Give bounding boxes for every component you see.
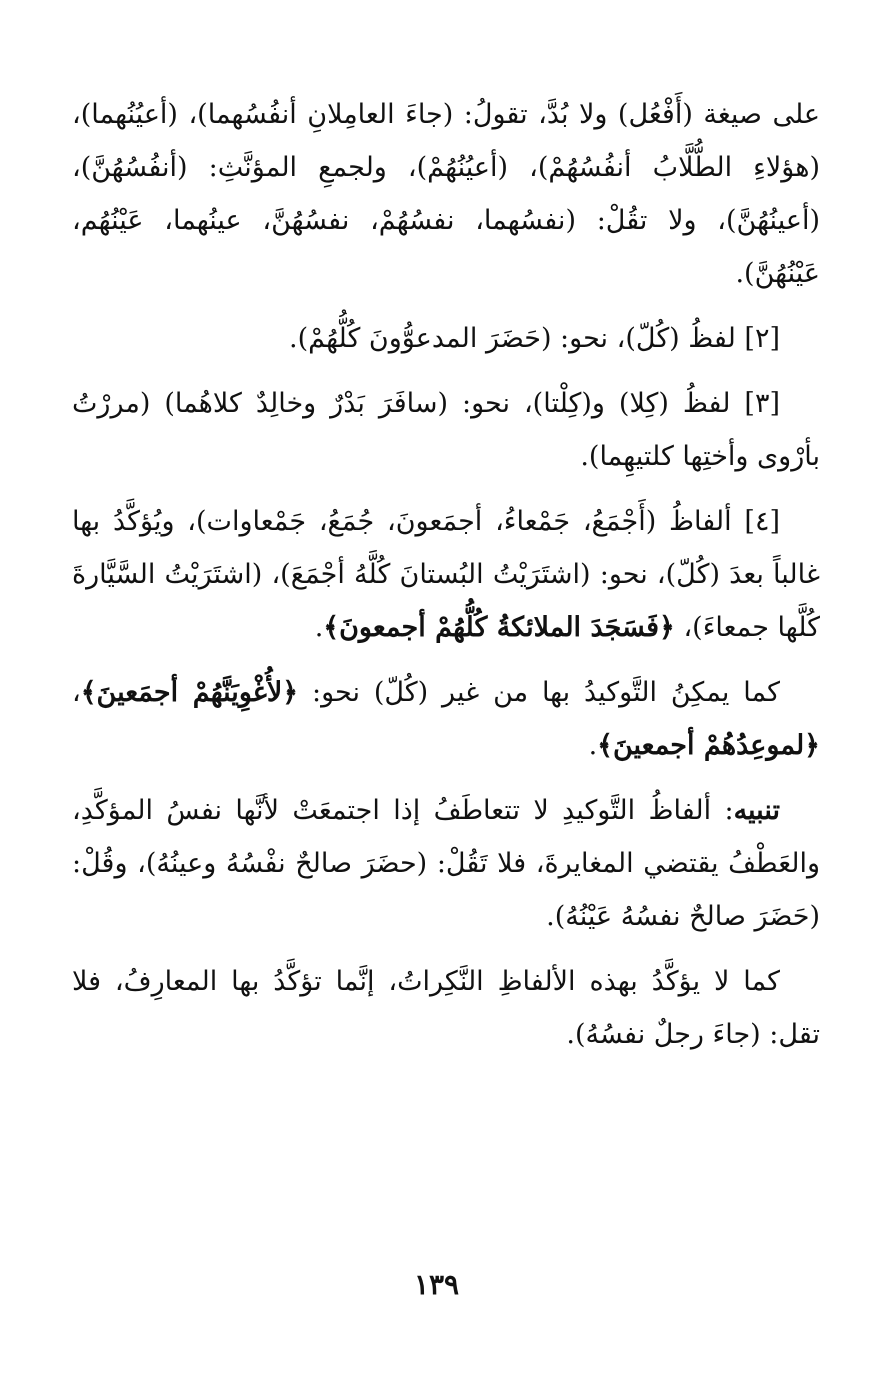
page-body: [72, 88, 820, 1318]
paragraph-5-separator: ،: [72, 677, 81, 708]
paragraph-6-text: : ألفاظُ التَّوكيدِ لا تتعاطَفُ إذا اجتمعَتْ لأنَّها نفسُ المؤكَّدِ، والعَطْفُ يقتضي المغايرةَ، فلا تَقُلْ: (حضَرَ صالحٌ نفْسُهُ وعينُهُ)، وقُلْ: (حَضَرَ صالحٌ نفسُهُ عَيْنُهُ).: [72, 795, 820, 932]
paragraph-7: [72, 955, 820, 1061]
page-number: ١٣٩: [413, 1268, 460, 1301]
paragraph-4-end: .: [314, 612, 324, 643]
paragraph-4: [72, 495, 820, 654]
note-heading: تنبيه: [733, 795, 780, 826]
paragraph-2: [72, 312, 820, 365]
paragraph-4-text: [٤] ألفاظُ (أَجْمَعُ، جَمْعاءُ، أجمَعونَ، جُمَعُ، جَمْعاوات)، ويُؤكَّدُ بها غالباً بعدَ (كُلّ)، نحو: (اشتَرَيْتُ البُستانَ كُلَّهُ أجْمَعَ)، (اشتَرَيْتُ السَّيَّارةَ كُلَّها جمعاءَ)،: [72, 506, 820, 643]
paragraph-6: [72, 784, 820, 943]
quran-verse: ﴿لأُغْوِيَنَّهُمْ أجمَعينَ﴾: [80, 677, 299, 708]
quran-verse: ﴿لموعِدُهُمْ أجمعينَ﴾: [597, 730, 820, 761]
paragraph-5: [72, 666, 820, 772]
paragraph-5-text: كما يمكِنُ التَّوكيدُ بها من غير (كُلّ) نحو:: [298, 677, 780, 708]
paragraph-1: [72, 88, 820, 300]
paragraph-7-text: كما لا يؤكَّدُ بهذه الألفاظِ النَّكِراتُ، إنَّما تؤكَّدُ بها المعارِفُ، فلا تقل: (جاءَ رجلٌ نفسُهُ).: [72, 966, 820, 1050]
paragraph-1-text: على صيغة (أَفْعُل) ولا بُدَّ، تقولُ: (جاءَ العامِلانِ أنفُسُهما)، (أعيُنُهما)، (هؤلاءِ الطُّلَّابُ أنفُسُهُمْ)، (أعيُنُهُمْ)، ولجمعِ المؤنَّثِ: (أنفُسُهُنَّ)، (أعينُهُنَّ)، ولا تقُلْ: (نفسُهما، نفسُهُمْ، نفسُهُنَّ، عينُهما، عَيْنُهُم، عَيْنُهُنَّ).: [72, 99, 820, 289]
paragraph-3: [72, 377, 820, 483]
paragraph-3-text: [٣] لفظُ (كِلا) و(كِلْتا)، نحو: (سافَرَ بَدْرٌ وخالِدٌ كلاهُما) (مررْتُ بأرْوى وأختِها كلتيهِما).: [72, 388, 820, 472]
quran-verse: ﴿فَسَجَدَ الملائكةُ كُلُّهُمْ أجمعونَ﴾: [323, 612, 675, 643]
paragraph-5-end: .: [588, 730, 598, 761]
paragraph-2-text: [٢] لفظُ (كُلّ)، نحو: (حَضَرَ المدعوُّونَ كُلُّهُمْ).: [289, 323, 780, 354]
